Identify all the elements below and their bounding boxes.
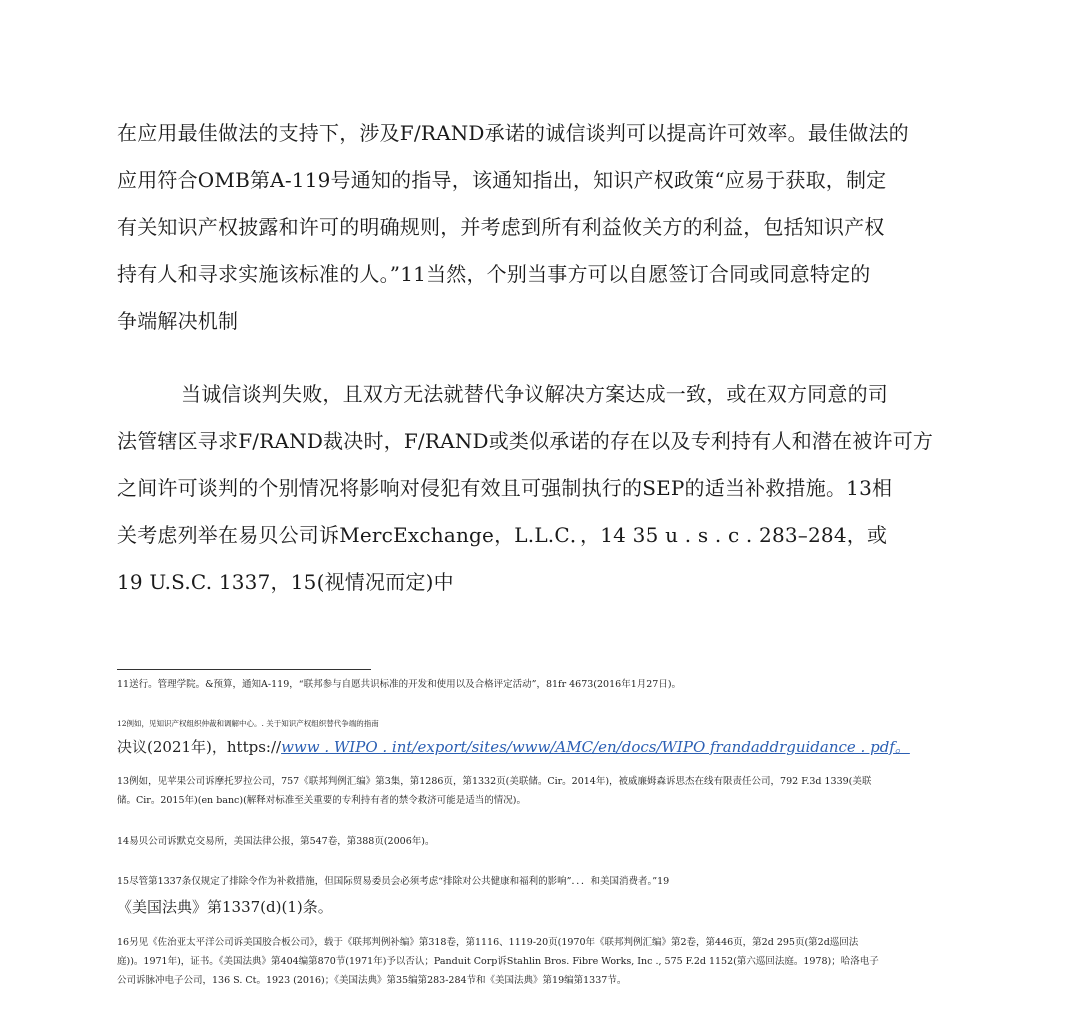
text-line: 有关知识产权披露和许可的明确规则，并考虑到所有利益攸关方的利益，包括知识产权	[117, 215, 885, 239]
text-line: 持有人和寻求实施该标准的人。”11当然，个别当事方可以自愿签订合同或同意特定的	[117, 262, 871, 286]
text-line: 当诚信谈判失败，且双方无法就替代争议解决方案达成一致，或在双方同意的司	[181, 382, 888, 406]
footnote-16-line-3: 公司诉脉冲电子公司，136 S. Ct。1923 (2016)；《美国法典》第35编第283-284节和《美国法典》第19编第1337节。	[117, 975, 627, 986]
text-line: 关考虑列举在易贝公司诉MercExchange，L.L.C．，14 35 u . s . c . 283–284，或	[117, 523, 888, 547]
text-line: 应用符合OMB第A-119号通知的指导，该通知指出，知识产权政策“应易于获取，制定	[117, 168, 887, 192]
footnote-16-line-2: 庭))。1971年)，证书。《美国法典》第404编第870节(1971年)予以否认；Panduit Corp诉Stahlin Bros. Fibre Works, Inc ., 575 F.2d 1152(第六巡回法庭。1978)；哈洛电子	[117, 956, 879, 967]
footnote-12-line-1: 12例如，见知识产权组织仲裁和调解中心。. 关于知识产权组织替代争端的指南	[117, 719, 379, 728]
text-line: 争端解决机制	[117, 309, 239, 333]
footnote-16	[117, 933, 947, 990]
text-line: 19 U.S.C. 1337，15(视情况而定)中	[117, 570, 454, 594]
footnote-13-line-1: 13例如，见苹果公司诉摩托罗拉公司，757《联邦判例汇编》第3集，第1286页，第1332页(美联储。Cir。2014年)，被威廉姆森诉思杰在线有限责任公司，792 F.3d 1339(美联	[117, 776, 872, 787]
body-paragraph-2	[117, 371, 947, 606]
text-line: 在应用最佳做法的支持下，涉及F/RAND承诺的诚信谈判可以提高许可效率。最佳做法的	[117, 121, 909, 145]
footnote-12-line-2	[117, 736, 957, 758]
footnote-16-line-1: 16另见《佐治亚太平洋公司诉美国胶合板公司》，载于《联邦判例补编》第318卷，第1116、1119-20页(1970年《联邦判例汇编》第2卷，第446页，第2d 295页(第2d巡回法	[117, 937, 859, 948]
footnote-12-prefix: 决议(2021年)，https://	[117, 738, 282, 756]
footnote-13-line-2: 储。Cir。2015年)(en banc)(解释对标准至关重要的专利持有者的禁令救济可能是适当的情况)。	[117, 795, 527, 806]
body-paragraph-1	[117, 110, 947, 345]
footnote-15-line-2: 《美国法典》第1337(d)(1)条。	[117, 898, 333, 916]
footnote-13	[117, 772, 947, 810]
footnote-15-line-1: 15尽管第1337条仅规定了排除令作为补救措施，但国际贸易委员会必须考虑“排除对公共健康和福利的影响”．．．和美国消费者。”19	[117, 876, 670, 887]
text-line: 法管辖区寻求F/RAND裁决时，F/RAND或类似承诺的存在以及专利持有人和潜在被许可方	[117, 429, 934, 453]
footnote-14: 14易贝公司诉默克交易所，美国法律公报，第547卷，第388页(2006年)。	[117, 836, 435, 847]
wipo-guidance-link[interactable]: www . WIPO . int/export/sites/www/AMC/en/docs/WIPO frandaddrguidance . pdf。	[281, 738, 910, 756]
footnote-separator	[117, 669, 371, 670]
text-line: 之间许可谈判的个别情况将影响对侵犯有效且可强制执行的SEP的适当补救措施。13相	[117, 476, 893, 500]
footnote-11: 11送行。管理学院。&预算，通知A-119，“联邦参与自愿共识标准的开发和使用以及合格评定活动”，81fr 4673(2016年1月27日)。	[117, 679, 682, 690]
